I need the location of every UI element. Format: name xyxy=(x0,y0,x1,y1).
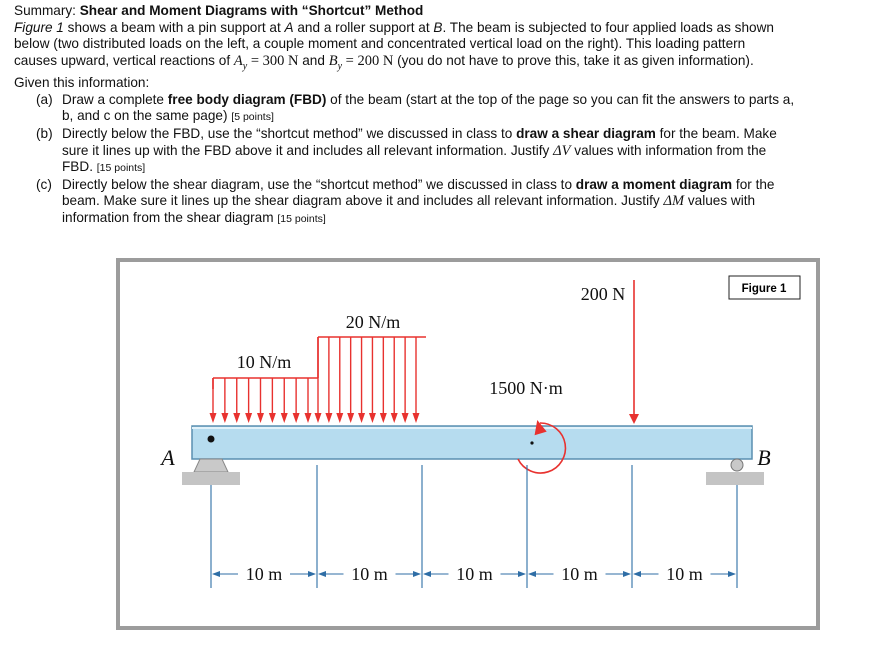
roller-wheel xyxy=(731,459,743,471)
support-b-label: B xyxy=(757,445,771,470)
moment-center-dot xyxy=(530,441,533,444)
reaction-by xyxy=(328,52,394,72)
intro-text: and xyxy=(298,52,329,68)
load-10-arrow-head xyxy=(210,413,217,423)
part-a-bold: free body diagram (FBD) xyxy=(167,91,327,107)
load-20-arrow-head xyxy=(369,413,376,423)
intro-text: (you do not have to prove this, take it as given information). xyxy=(393,52,754,68)
part-c-points: [15 points] xyxy=(277,213,326,226)
by-symbol: B xyxy=(328,52,338,69)
intro-line-2: below (two distributed loads on the left, a couple moment and concentrated vertical load on the right). This loading pattern xyxy=(14,36,746,52)
part-c-bold: draw a moment diagram xyxy=(575,176,733,192)
dimension-arrow-right xyxy=(623,571,631,577)
distributed-load-10 xyxy=(210,352,319,423)
summary-line xyxy=(14,3,880,20)
intro-text: shows a beam with a pin support at xyxy=(63,19,285,35)
load-10-arrow-head xyxy=(221,413,228,423)
part-b-text: for the beam. Make xyxy=(655,126,777,142)
part-b-text: Directly below the FBD, use the “shortcut method” we discussed in class to xyxy=(62,126,517,142)
dimension-arrow-right xyxy=(308,571,316,577)
problem-statement xyxy=(14,3,880,228)
ground-a xyxy=(182,472,240,485)
ay-value: = 300 N xyxy=(247,52,299,69)
summary-title: Shear and Moment Diagrams with “Shortcut” Method xyxy=(79,3,424,18)
intro-text: causes upward, vertical reactions of xyxy=(14,52,234,68)
ay-symbol: A xyxy=(233,52,243,69)
beam-figure xyxy=(116,258,820,630)
dimension-segment xyxy=(528,564,631,584)
intro-line-1 xyxy=(14,20,880,37)
pin-dot xyxy=(208,436,215,443)
part-c-label: (c) xyxy=(36,176,52,192)
dimension-arrow-left xyxy=(528,571,536,577)
beam xyxy=(192,426,752,459)
load-20-arrow-head xyxy=(391,413,398,423)
dimension-arrow-right xyxy=(728,571,736,577)
load-10-arrow-head xyxy=(233,413,240,423)
load-10-arrow-head xyxy=(257,413,264,423)
load-10-arrow-head xyxy=(281,413,288,423)
point-load-label: 200 N xyxy=(580,284,626,304)
part-c-text: beam. Make sure it lines up the shear diagram above it and includes all relevant information. Justify xyxy=(62,193,664,209)
part-b-text: sure it lines up with the FBD above it and includes all relevant information. Justify xyxy=(62,142,554,158)
part-c-text: Directly below the shear diagram, use the “shortcut method” we discussed in class to xyxy=(62,176,576,192)
dimension-label: 10 m xyxy=(245,564,283,584)
load-20-arrow-head xyxy=(347,413,354,423)
load-20-arrow-head xyxy=(336,413,343,423)
dimension-arrow-left xyxy=(212,571,220,577)
part-a xyxy=(36,92,880,126)
moment-label: 1500 N·m xyxy=(489,378,563,398)
load-10-arrow-head xyxy=(269,413,276,423)
intro-text: and a roller support at xyxy=(293,19,434,35)
load-20-label: 20 N/m xyxy=(345,312,401,332)
part-a-points: [5 points] xyxy=(231,111,274,124)
load-10-arrow-head xyxy=(305,413,312,423)
part-a-text: Draw a complete xyxy=(62,91,168,107)
dimension-label: 10 m xyxy=(561,564,598,584)
intro-line-3 xyxy=(14,53,880,75)
part-b-text: FBD. xyxy=(62,159,97,175)
part-b-bold: draw a shear diagram xyxy=(516,126,656,142)
load-20-arrow-head xyxy=(358,413,365,423)
load-10-label: 10 N/m xyxy=(236,352,292,372)
part-c-text: for the xyxy=(732,176,775,192)
dimension-segment xyxy=(633,564,736,584)
part-a-text: b, and c on the same page) xyxy=(62,108,232,124)
dimension-arrow-right xyxy=(413,571,421,577)
summary-prefix: Summary: xyxy=(14,3,80,18)
dimension-segment xyxy=(212,564,316,584)
dimension-row xyxy=(212,564,736,584)
pin-support-body xyxy=(194,459,228,472)
part-c-text: values with xyxy=(684,193,756,209)
load-20-arrow-head xyxy=(325,413,332,423)
point-load-head xyxy=(629,414,639,424)
by-value: = 200 N xyxy=(342,52,394,69)
load-20-arrow-head xyxy=(402,413,409,423)
point-a-ref: A xyxy=(284,19,294,35)
part-a-label: (a) xyxy=(36,91,53,107)
part-c xyxy=(36,177,880,228)
part-b-label: (b) xyxy=(36,126,53,142)
dimension-label: 10 m xyxy=(351,564,388,584)
dimension-arrow-left xyxy=(633,571,641,577)
reaction-ay xyxy=(233,52,299,72)
dimension-label: 10 m xyxy=(456,564,493,584)
delta-v-symbol: ΔV xyxy=(553,142,571,159)
distributed-load-20 xyxy=(315,312,427,423)
load-20-arrow-head xyxy=(413,413,420,423)
ay-subscript: y xyxy=(242,60,248,72)
dimension-segment xyxy=(423,564,526,584)
intro-line-4: Given this information: xyxy=(14,75,150,91)
part-b xyxy=(36,126,880,177)
load-10-arrow-head xyxy=(293,413,300,423)
dimension-arrow-left xyxy=(318,571,326,577)
dimension-arrow-right xyxy=(518,571,526,577)
dimension-label: 10 m xyxy=(666,564,703,584)
load-20-arrow-head xyxy=(315,413,322,423)
figure-caption: Figure 1 xyxy=(741,283,787,295)
ground-b xyxy=(706,472,764,485)
intro-text: . The beam is subjected to four applied loads as shown xyxy=(442,19,774,35)
load-20-arrow-head xyxy=(380,413,387,423)
support-a-label: A xyxy=(161,445,175,470)
point-b-ref: B xyxy=(433,19,443,35)
figure-reference: Figure 1 xyxy=(14,19,64,35)
part-b-points: [15 points] xyxy=(96,162,146,175)
by-subscript: y xyxy=(337,60,343,72)
part-b-text: values with information from the xyxy=(570,142,767,158)
dimension-segment xyxy=(318,564,421,584)
part-a-text: of the beam (start at the top of the page so you can fit the answers to parts a, xyxy=(326,91,795,107)
part-c-text: information from the shear diagram xyxy=(62,210,278,226)
dimension-arrow-left xyxy=(423,571,431,577)
load-10-arrow-head xyxy=(245,413,252,423)
delta-m-symbol: ΔM xyxy=(663,193,685,210)
point-load-200 xyxy=(581,280,639,424)
